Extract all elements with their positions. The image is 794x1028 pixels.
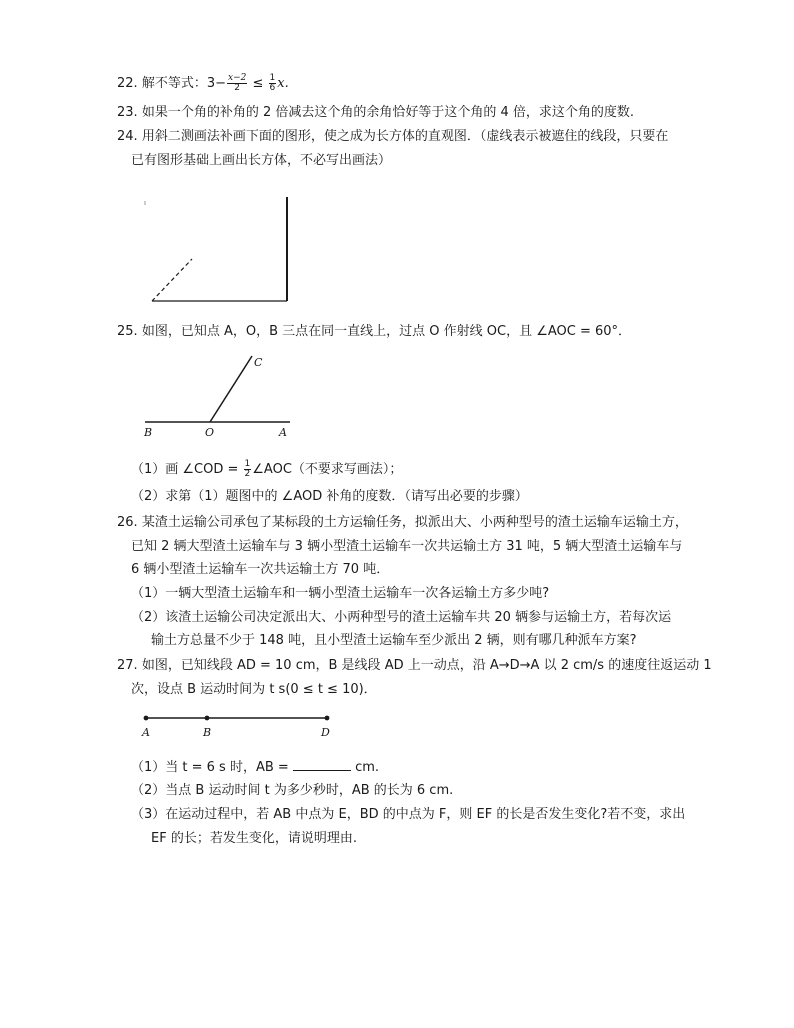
question-text: 解不等式：3− — [141, 76, 226, 91]
point-A — [144, 716, 149, 721]
question-27 — [117, 656, 712, 676]
question-24 — [117, 127, 668, 147]
question-27-sub1 — [131, 758, 379, 778]
ray-OC — [210, 356, 252, 422]
answer-blank[interactable] — [293, 758, 351, 771]
segment-figure — [140, 708, 340, 744]
point-B — [205, 716, 210, 721]
fraction-numerator: 1 — [269, 73, 276, 83]
question-23 — [117, 103, 634, 123]
sub-question-unit: cm. — [350, 760, 380, 775]
question-25-sub2: （2）求第（1）题图中的 ∠AOD 补角的度数．（请写出必要的步骤） — [131, 489, 528, 504]
point-D — [325, 716, 330, 721]
fraction-denominator: 6 — [269, 83, 276, 93]
question-text: 用斜二测画法补画下面的图形，使之成为长方体的直观图．（虚线表示被遮住的线段，只要在 — [141, 129, 669, 144]
question-number: 22. — [117, 76, 138, 91]
question-25-sub1 — [131, 460, 402, 480]
question-number: 27. — [117, 658, 138, 673]
sub-question-text: ∠AOC（不要求写画法）； — [252, 462, 403, 477]
question-27-sub3: （3）在运动过程中，若 AB 中点为 E，BD 的中点为 F，则 EF 的长是否发生变化?若不变，求出 — [131, 807, 686, 822]
fraction — [269, 74, 277, 93]
question-24-line2: 已有图形基础上画出长方体，不必写出画法） — [131, 153, 392, 168]
question-26-line2: 已知 2 辆大型渣土运输车与 3 辆小型渣土运输车一次共运输土方 31 吨，5 辆大型渣土运输车与 — [131, 539, 683, 554]
cuboid-partial-figure — [140, 195, 300, 307]
fraction — [227, 74, 247, 93]
label-B: B — [203, 726, 212, 739]
question-26 — [117, 513, 688, 533]
question-text: 某渣土运输公司承包了某标段的土方运输任务，拟派出大、小两种型号的渣土运输车运输土方， — [141, 515, 688, 530]
question-text: 如果一个角的补角的 2 倍减去这个角的余角恰好等于这个角的 4 倍，求这个角的度数. — [141, 105, 635, 120]
question-26-line3: 6 辆小型渣土运输车一次共运输土方 70 吨． — [131, 562, 390, 577]
label-C: C — [254, 356, 263, 369]
question-number: 23. — [117, 105, 138, 120]
label-B: B — [144, 426, 153, 439]
hidden-diagonal-edge — [152, 259, 192, 301]
fraction-denominator: 2 — [244, 469, 251, 479]
question-number: 26. — [117, 515, 138, 530]
question-26-sub2-line2: 输土方总量不少于 148 吨，且小型渣土运输车至少派出 2 辆，则有哪几种派车方案? — [151, 633, 637, 648]
question-22 — [117, 74, 289, 94]
question-27-sub2: （2）当点 B 运动时间 t 为多少秒时，AB 的长为 6 cm. — [131, 783, 454, 798]
sub-question-text: （1）画 ∠COD = — [131, 462, 243, 477]
variable-x: x. — [277, 76, 289, 91]
fraction — [244, 460, 252, 479]
question-25 — [117, 322, 631, 342]
sub-question-text: （1）当 t = 6 s 时，AB = — [131, 760, 293, 775]
label-A: A — [142, 726, 150, 739]
question-number: 24. — [117, 129, 138, 144]
fraction-numerator: x−2 — [228, 73, 247, 83]
fraction-numerator: 1 — [244, 459, 251, 469]
angle-figure — [140, 352, 300, 442]
question-26-sub1: （1）一辆大型渣土运输车和一辆小型渣土运输车一次各运输土方多少吨? — [131, 586, 550, 601]
question-text: 如图，已知点 A，O，B 三点在同一直线上，过点 O 作射线 OC，且 ∠AOC = 60°． — [141, 324, 632, 339]
label-O: O — [205, 426, 215, 439]
question-number: 25. — [117, 324, 138, 339]
label-A: A — [279, 426, 287, 439]
question-27-sub3-line2: EF 的长；若发生变化，请说明理由. — [151, 831, 357, 846]
question-text: 如图，已知线段 AD = 10 cm，B 是线段 AD 上一动点，沿 A→D→A 以 2 cm/s 的速度往返运动 1 — [141, 658, 712, 673]
label-D: D — [321, 726, 330, 739]
question-27-line2: 次，设点 B 运动时间为 t s(0 ≤ t ≤ 10)． — [131, 682, 377, 697]
question-26-sub2: （2）该渣土运输公司决定派出大、小两种型号的渣土运输车共 20 辆参与运输土方，若每次运 — [131, 610, 672, 625]
inequality-sign: ≤ — [248, 76, 268, 91]
fraction-denominator: 2 — [234, 83, 241, 93]
